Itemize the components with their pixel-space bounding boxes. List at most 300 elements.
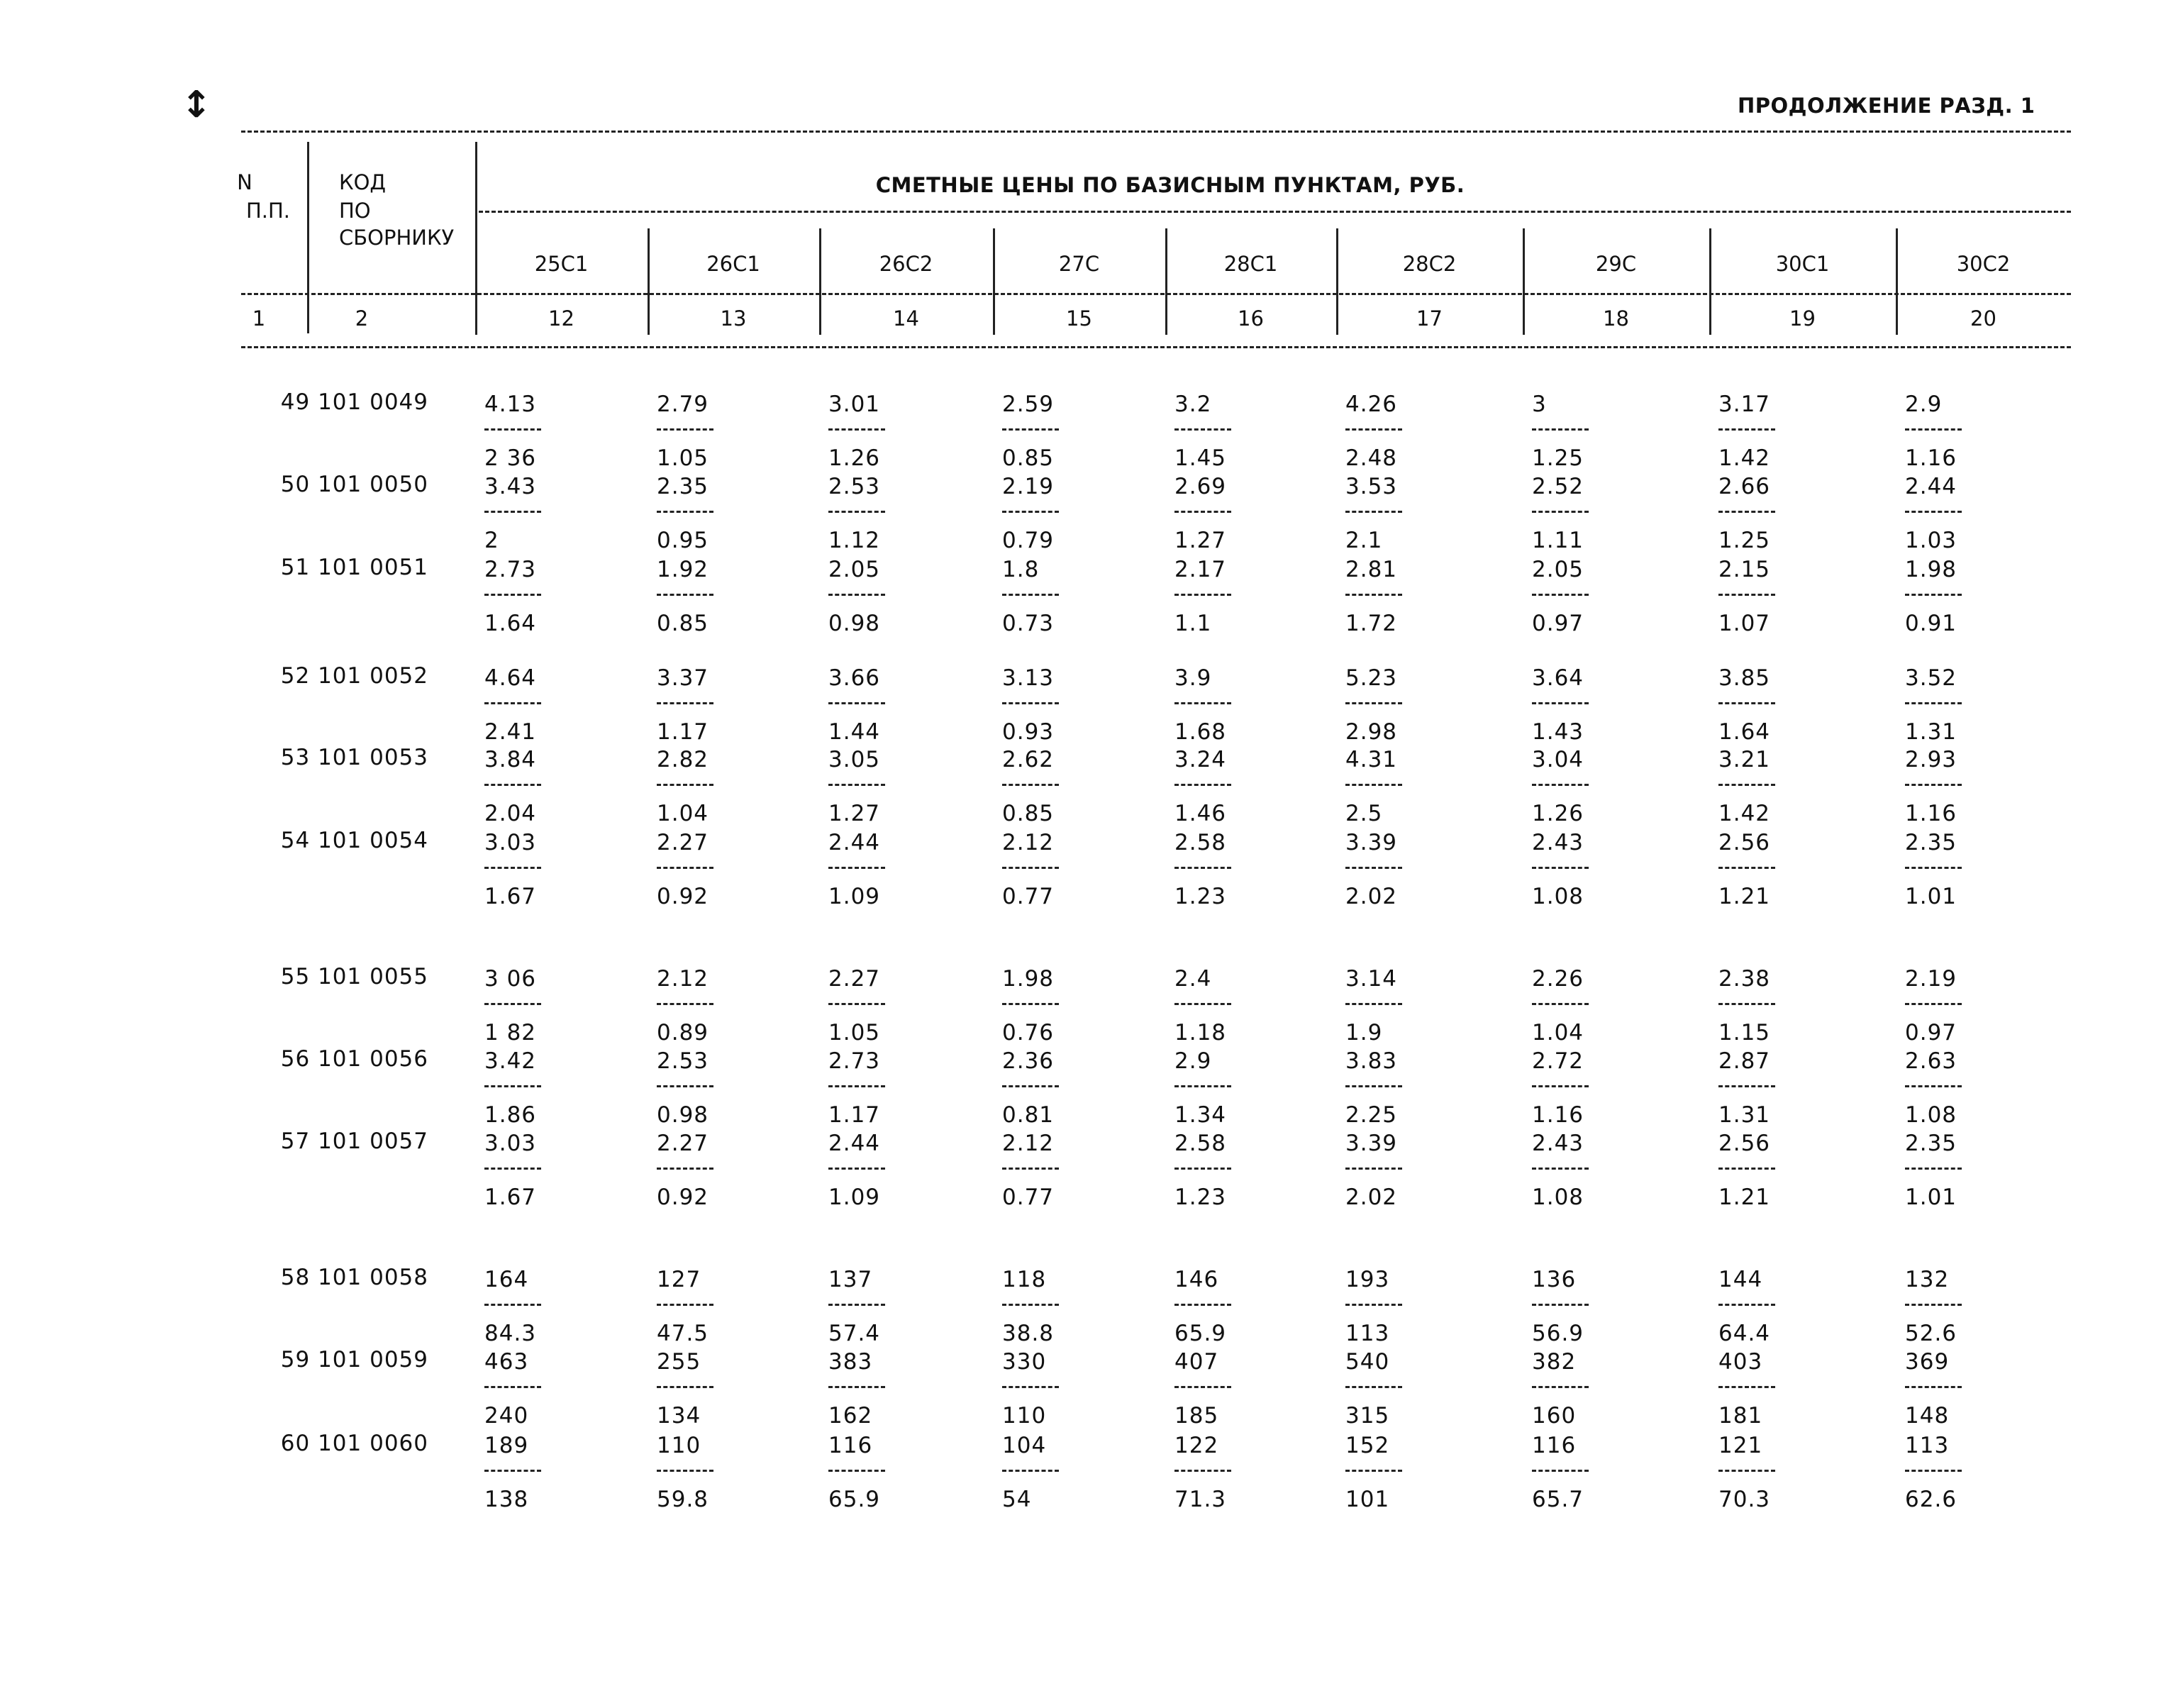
fraction-rule [1718, 511, 1775, 513]
upper-value: 2.44 [828, 830, 881, 855]
upper-value: 2.36 [1002, 1048, 1055, 1074]
lower-value: 0.98 [828, 611, 881, 636]
lower-value: 1.08 [1532, 1185, 1584, 1210]
fraction-rule [1532, 1085, 1589, 1087]
row-code: 52 101 0052 [280, 663, 428, 689]
fraction-rule [1345, 1304, 1402, 1306]
fraction-rule [1345, 1386, 1402, 1388]
fraction-rule [484, 784, 541, 786]
upper-value: 3.24 [1174, 747, 1227, 772]
upper-value: 136 [1532, 1267, 1577, 1292]
lower-value: 1.23 [1174, 1185, 1227, 1210]
lower-value: 110 [1002, 1403, 1047, 1429]
column-number: 13 [720, 306, 747, 331]
col-separator [1165, 228, 1167, 335]
lower-value: 47.5 [657, 1321, 709, 1346]
upper-value: 403 [1718, 1349, 1763, 1375]
upper-value: 2.43 [1532, 1131, 1584, 1156]
lower-value: 2 [484, 528, 499, 553]
lower-value: 1.05 [657, 445, 709, 471]
upper-value: 2.38 [1718, 966, 1771, 992]
fraction-rule [1345, 1168, 1402, 1170]
lower-value: 134 [657, 1403, 701, 1429]
lower-value: 0.91 [1905, 611, 1957, 636]
col-separator [1709, 228, 1711, 335]
row-code: 58 101 0058 [280, 1265, 428, 1290]
col-separator [475, 228, 477, 335]
lower-value: 2.41 [484, 719, 537, 745]
upper-value: 189 [484, 1433, 529, 1458]
upper-value: 2.87 [1718, 1048, 1771, 1074]
upper-value: 2.63 [1905, 1048, 1957, 1074]
fraction-rule [1174, 702, 1231, 704]
upper-value: 2.35 [657, 474, 709, 499]
fraction-rule [1718, 784, 1775, 786]
lower-value: 62.6 [1905, 1487, 1957, 1512]
upper-value: 116 [828, 1433, 873, 1458]
lower-value: 1.18 [1174, 1020, 1227, 1046]
continuation-label: ПРОДОЛЖЕНИЕ РАЗД. 1 [1738, 94, 2035, 118]
upper-value: 2.19 [1002, 474, 1055, 499]
fraction-rule [1905, 1085, 1962, 1087]
row-code: 57 101 0057 [280, 1128, 428, 1154]
row-code: 59 101 0059 [280, 1347, 428, 1372]
lower-value: 2.02 [1345, 884, 1398, 909]
lower-value: 1.08 [1905, 1102, 1957, 1128]
lower-value: 185 [1174, 1403, 1219, 1429]
lower-value: 1.27 [828, 801, 881, 826]
lower-value: 1.67 [484, 884, 537, 909]
row-code: 54 101 0054 [280, 828, 428, 853]
upper-value: 2.4 [1174, 966, 1212, 992]
upper-value: 2.9 [1905, 392, 1943, 417]
fraction-rule [1345, 1085, 1402, 1087]
upper-value: 3.01 [828, 392, 881, 417]
upper-value: 3.04 [1532, 747, 1584, 772]
lower-value: 0.85 [1002, 801, 1055, 826]
fraction-rule [1002, 784, 1059, 786]
fraction-rule [1002, 511, 1059, 513]
upper-value: 3.42 [484, 1048, 537, 1074]
point-column-header: 30С2 [1956, 252, 2011, 276]
lower-value: 0.73 [1002, 611, 1055, 636]
lower-value: 0.77 [1002, 1185, 1055, 1210]
lower-value: 1.17 [828, 1102, 881, 1128]
col2-label-line2: ПО [339, 199, 371, 223]
column-number: 2 [355, 306, 369, 331]
lower-value: 1.16 [1905, 801, 1957, 826]
upper-value: 2.69 [1174, 474, 1227, 499]
lower-value: 0.85 [657, 611, 709, 636]
fraction-rule [1174, 784, 1231, 786]
upper-value: 104 [1002, 1433, 1047, 1458]
upper-value: 3 06 [484, 966, 537, 992]
lower-value: 1.07 [1718, 611, 1771, 636]
col-separator [1336, 228, 1338, 335]
fraction-rule [657, 784, 713, 786]
fraction-rule [657, 867, 713, 869]
lower-value: 1.44 [828, 719, 881, 745]
fraction-rule [1174, 867, 1231, 869]
fraction-rule [828, 784, 885, 786]
lower-value: 0.92 [657, 884, 709, 909]
fraction-rule [484, 594, 541, 596]
column-number: 19 [1789, 306, 1816, 331]
upper-value: 2.52 [1532, 474, 1584, 499]
upper-value: 2.53 [657, 1048, 709, 1074]
lower-value: 1.21 [1718, 1185, 1771, 1210]
point-column-header: 28С1 [1223, 252, 1278, 276]
lower-value: 2.1 [1345, 528, 1383, 553]
lower-value: 162 [828, 1403, 873, 1429]
upper-value: 2.58 [1174, 830, 1227, 855]
lower-value: 0.77 [1002, 884, 1055, 909]
fraction-rule [657, 1386, 713, 1388]
upper-value: 2.72 [1532, 1048, 1584, 1074]
upper-value: 2.58 [1174, 1131, 1227, 1156]
column-number: 15 [1066, 306, 1092, 331]
fraction-rule [484, 1304, 541, 1306]
lower-value: 2.48 [1345, 445, 1398, 471]
fraction-rule [657, 428, 713, 431]
upper-value: 2.56 [1718, 1131, 1771, 1156]
fraction-rule [657, 702, 713, 704]
col2-label-line1: КОД [339, 170, 387, 194]
upper-value: 164 [484, 1267, 529, 1292]
lower-value: 0.81 [1002, 1102, 1055, 1128]
fraction-rule [1345, 594, 1402, 596]
lower-value: 1.09 [828, 1185, 881, 1210]
upper-value: 2.9 [1174, 1048, 1212, 1074]
fraction-rule [1718, 1085, 1775, 1087]
fraction-rule [1532, 1386, 1589, 1388]
fraction-rule [1002, 428, 1059, 431]
lower-value: 1.46 [1174, 801, 1227, 826]
fraction-rule [1002, 1085, 1059, 1087]
fraction-rule [1345, 702, 1402, 704]
upper-value: 193 [1345, 1267, 1390, 1292]
upper-value: 3.21 [1718, 747, 1771, 772]
lower-value: 1.09 [828, 884, 881, 909]
col-separator [1896, 228, 1898, 335]
upper-value: 2.43 [1532, 830, 1584, 855]
fraction-rule [828, 702, 885, 704]
lower-value: 1.08 [1532, 884, 1584, 909]
lower-value: 181 [1718, 1403, 1763, 1429]
lower-value: 0.85 [1002, 445, 1055, 471]
lower-value: 0.97 [1532, 611, 1584, 636]
lower-value: 2.02 [1345, 1185, 1398, 1210]
upper-value: 463 [484, 1349, 529, 1375]
fraction-rule [657, 1085, 713, 1087]
lower-value: 1.1 [1174, 611, 1212, 636]
lower-value: 1.64 [484, 611, 537, 636]
upper-value: 2.93 [1905, 747, 1957, 772]
fraction-rule [1002, 1003, 1059, 1005]
column-number: 12 [548, 306, 574, 331]
col1-label-line1: N [237, 170, 252, 194]
fraction-rule [1905, 1470, 1962, 1472]
column-number: 18 [1603, 306, 1629, 331]
header-mid-rule [241, 293, 2071, 295]
col-separator [307, 142, 309, 333]
point-column-header: 29С [1595, 252, 1637, 276]
upper-value: 144 [1718, 1267, 1763, 1292]
group-title-rule [479, 211, 2071, 213]
upper-value: 2.05 [1532, 557, 1584, 582]
fraction-rule [1002, 594, 1059, 596]
upper-value: 2.82 [657, 747, 709, 772]
row-code: 55 101 0055 [280, 964, 428, 989]
fraction-rule [1532, 511, 1589, 513]
upper-value: 2.79 [657, 392, 709, 417]
upper-value: 2.12 [1002, 1131, 1055, 1156]
upper-value: 2.05 [828, 557, 881, 582]
fraction-rule [1532, 1470, 1589, 1472]
fraction-rule [657, 1003, 713, 1005]
fraction-rule [1174, 428, 1231, 431]
row-code: 53 101 0053 [280, 745, 428, 770]
upper-value: 3.85 [1718, 665, 1771, 691]
upper-value: 116 [1532, 1433, 1577, 1458]
fraction-rule [1532, 784, 1589, 786]
lower-value: 56.9 [1532, 1321, 1584, 1346]
upper-value: 4.13 [484, 392, 537, 417]
fraction-rule [828, 1304, 885, 1306]
lower-value: 65.9 [828, 1487, 881, 1512]
fraction-rule [1002, 867, 1059, 869]
upper-value: 127 [657, 1267, 701, 1292]
upper-value: 1.98 [1002, 966, 1055, 992]
fraction-rule [1905, 1304, 1962, 1306]
fraction-rule [1532, 1003, 1589, 1005]
fraction-rule [1174, 1470, 1231, 1472]
lower-value: 1.27 [1174, 528, 1227, 553]
fraction-rule [1718, 1304, 1775, 1306]
column-number: 17 [1416, 306, 1443, 331]
fraction-rule [1718, 594, 1775, 596]
upper-value: 121 [1718, 1433, 1763, 1458]
lower-value: 1.23 [1174, 884, 1227, 909]
row-code: 51 101 0051 [280, 555, 428, 580]
lower-value: 1.04 [657, 801, 709, 826]
header-bottom-rule [241, 346, 2071, 348]
lower-value: 1.31 [1718, 1102, 1771, 1128]
fraction-rule [1718, 1168, 1775, 1170]
point-column-header: 26С1 [706, 252, 760, 276]
lower-value: 1.64 [1718, 719, 1771, 745]
fraction-rule [1905, 1168, 1962, 1170]
lower-value: 84.3 [484, 1321, 537, 1346]
upper-value: 1.98 [1905, 557, 1957, 582]
lower-value: 1.26 [828, 445, 881, 471]
upper-value: 2.73 [484, 557, 537, 582]
fraction-rule [1718, 428, 1775, 431]
fraction-rule [1174, 1003, 1231, 1005]
upper-value: 118 [1002, 1267, 1047, 1292]
fraction-rule [1532, 1168, 1589, 1170]
lower-value: 1.45 [1174, 445, 1227, 471]
lower-value: 65.9 [1174, 1321, 1227, 1346]
col-separator [648, 228, 650, 335]
column-number: 14 [893, 306, 919, 331]
fraction-rule [657, 1470, 713, 1472]
lower-value: 2.98 [1345, 719, 1398, 745]
upper-value: 2.12 [657, 966, 709, 992]
upper-value: 2.35 [1905, 1131, 1957, 1156]
upper-value: 540 [1345, 1349, 1390, 1375]
fraction-rule [484, 511, 541, 513]
fraction-rule [1345, 784, 1402, 786]
lower-value: 1.34 [1174, 1102, 1227, 1128]
upper-value: 122 [1174, 1433, 1219, 1458]
lower-value: 1.31 [1905, 719, 1957, 745]
point-column-header: 30С1 [1775, 252, 1830, 276]
upper-value: 2.35 [1905, 830, 1957, 855]
upper-value: 137 [828, 1267, 873, 1292]
lower-value: 0.89 [657, 1020, 709, 1046]
upper-value: 255 [657, 1349, 701, 1375]
upper-value: 3.37 [657, 665, 709, 691]
fraction-rule [1002, 1470, 1059, 1472]
point-column-header: 28С2 [1402, 252, 1457, 276]
row-code: 50 101 0050 [280, 472, 428, 497]
col-separator [993, 228, 995, 335]
upper-value: 3.53 [1345, 474, 1398, 499]
upper-value: 2.26 [1532, 966, 1584, 992]
fraction-rule [484, 1470, 541, 1472]
lower-value: 113 [1345, 1321, 1390, 1346]
upper-value: 2.27 [657, 830, 709, 855]
upper-value: 2.59 [1002, 392, 1055, 417]
fraction-rule [1905, 428, 1962, 431]
upper-value: 3.83 [1345, 1048, 1398, 1074]
lower-value: 1.68 [1174, 719, 1227, 745]
lower-value: 1.86 [484, 1102, 537, 1128]
col1-label-line2: П.П. [245, 199, 291, 223]
upper-value: 152 [1345, 1433, 1390, 1458]
fraction-rule [1345, 1003, 1402, 1005]
lower-value: 1.26 [1532, 801, 1584, 826]
fraction-rule [828, 1003, 885, 1005]
upper-value: 4.64 [484, 665, 537, 691]
upper-value: 2.27 [657, 1131, 709, 1156]
lower-value: 52.6 [1905, 1321, 1957, 1346]
upper-value: 3.66 [828, 665, 881, 691]
fraction-rule [1532, 867, 1589, 869]
fraction-rule [657, 511, 713, 513]
fraction-rule [657, 1304, 713, 1306]
lower-value: 1.16 [1532, 1102, 1584, 1128]
upper-value: 2.19 [1905, 966, 1957, 992]
upper-value: 382 [1532, 1349, 1577, 1375]
upper-value: 2.81 [1345, 557, 1398, 582]
fraction-rule [1532, 594, 1589, 596]
lower-value: 1.72 [1345, 611, 1398, 636]
fraction-rule [1532, 702, 1589, 704]
fraction-rule [1345, 867, 1402, 869]
fraction-rule [484, 1085, 541, 1087]
upper-value: 3 [1532, 392, 1547, 417]
upper-value: 330 [1002, 1349, 1047, 1375]
upper-value: 3.52 [1905, 665, 1957, 691]
fraction-rule [1532, 1304, 1589, 1306]
fraction-rule [1174, 511, 1231, 513]
lower-value: 1.42 [1718, 445, 1771, 471]
fraction-rule [484, 702, 541, 704]
lower-value: 1.25 [1718, 528, 1771, 553]
upper-value: 3.14 [1345, 966, 1398, 992]
fraction-rule [1174, 1085, 1231, 1087]
fraction-rule [1718, 1386, 1775, 1388]
fraction-rule [657, 1168, 713, 1170]
fraction-rule [1905, 1386, 1962, 1388]
upper-value: 3.39 [1345, 830, 1398, 855]
fraction-rule [1345, 1470, 1402, 1472]
fraction-rule [484, 1386, 541, 1388]
upper-value: 110 [657, 1433, 701, 1458]
lower-value: 65.7 [1532, 1487, 1584, 1512]
fraction-rule [1718, 702, 1775, 704]
upper-value: 3.13 [1002, 665, 1055, 691]
column-number: 1 [252, 306, 266, 331]
fraction-rule [1174, 1304, 1231, 1306]
upper-value: 4.31 [1345, 747, 1398, 772]
upper-value: 146 [1174, 1267, 1219, 1292]
upper-value: 5.23 [1345, 665, 1398, 691]
fraction-rule [828, 511, 885, 513]
fraction-rule [1905, 702, 1962, 704]
upper-value: 3.17 [1718, 392, 1771, 417]
fraction-rule [1002, 702, 1059, 704]
lower-value: 315 [1345, 1403, 1390, 1429]
upper-value: 3.39 [1345, 1131, 1398, 1156]
fraction-rule [1905, 784, 1962, 786]
col-separator [1523, 228, 1525, 335]
fraction-rule [1718, 1470, 1775, 1472]
lower-value: 1.04 [1532, 1020, 1584, 1046]
fraction-rule [828, 594, 885, 596]
upper-value: 3.03 [484, 1131, 537, 1156]
fraction-rule [828, 1386, 885, 1388]
fraction-rule [484, 1168, 541, 1170]
upper-value: 2.44 [828, 1131, 881, 1156]
upper-value: 2.56 [1718, 830, 1771, 855]
fraction-rule [1174, 594, 1231, 596]
lower-value: 1.05 [828, 1020, 881, 1046]
fraction-rule [1345, 511, 1402, 513]
lower-value: 160 [1532, 1403, 1577, 1429]
upper-value: 132 [1905, 1267, 1950, 1292]
lower-value: 64.4 [1718, 1321, 1771, 1346]
upper-value: 2.66 [1718, 474, 1771, 499]
upper-value: 3.43 [484, 474, 537, 499]
lower-value: 0.76 [1002, 1020, 1055, 1046]
upper-value: 3.03 [484, 830, 537, 855]
header-top-rule [241, 131, 2071, 133]
fraction-rule [1002, 1168, 1059, 1170]
column-number: 16 [1238, 306, 1264, 331]
lower-value: 1.16 [1905, 445, 1957, 471]
lower-value: 0.93 [1002, 719, 1055, 745]
lower-value: 2.04 [484, 801, 537, 826]
lower-value: 1.9 [1345, 1020, 1383, 1046]
lower-value: 1.25 [1532, 445, 1584, 471]
fraction-rule [828, 428, 885, 431]
lower-value: 1.11 [1532, 528, 1584, 553]
row-code: 56 101 0056 [280, 1046, 428, 1072]
fraction-rule [1718, 867, 1775, 869]
